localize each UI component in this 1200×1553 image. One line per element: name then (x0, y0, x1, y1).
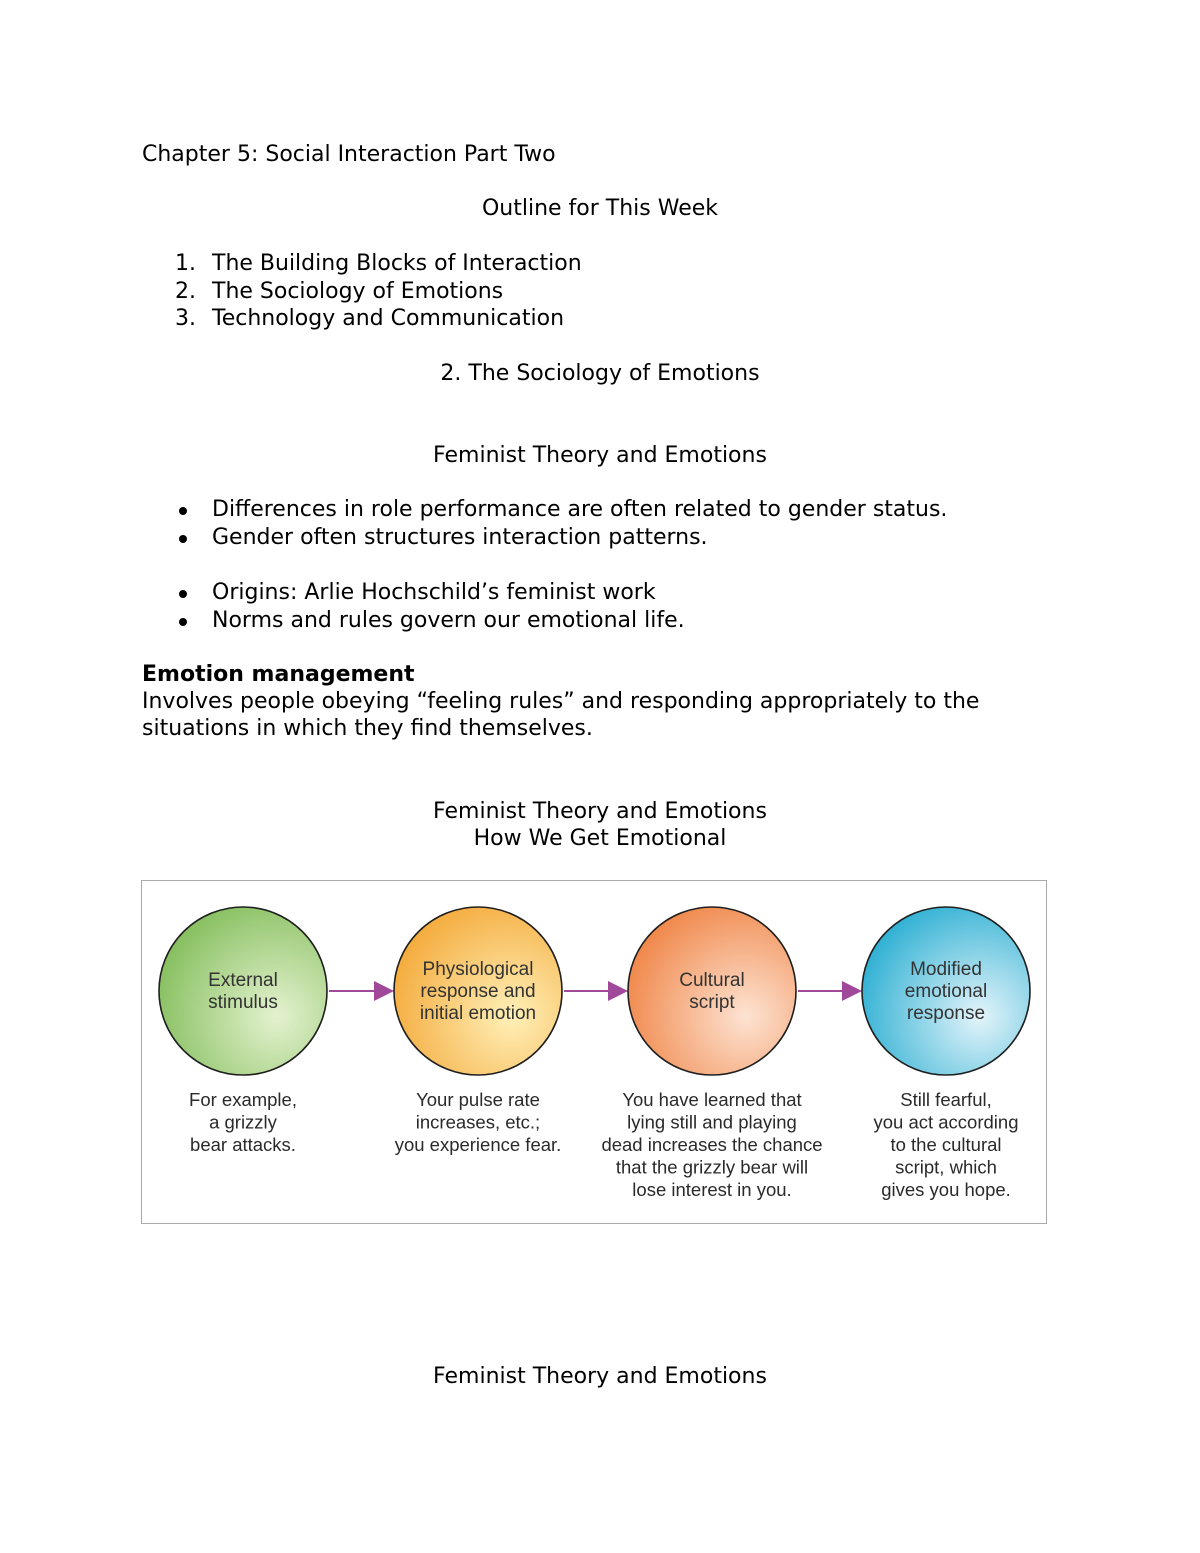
footer-heading: Feminist Theory and Emotions (433, 1364, 767, 1389)
bullet-item (175, 607, 685, 635)
figure-title: Feminist Theory and Emotions (433, 799, 767, 824)
bullet-item (175, 579, 685, 607)
step-label: emotional (904, 981, 988, 1002)
figure-subtitle: How We Get Emotional (473, 826, 727, 851)
diagram-canvas (142, 881, 1048, 1225)
step-caption: For example, (189, 1089, 297, 1110)
bullet-icon (179, 618, 187, 626)
step-caption: gives you hope. (881, 1179, 1011, 1200)
step-caption: lying still and playing (627, 1111, 797, 1133)
bullet-icon (179, 535, 187, 543)
bullet-list-origins (175, 579, 685, 634)
step-caption: increases, etc.; (415, 1111, 541, 1133)
bullet-icon (179, 507, 187, 515)
step-caption: you experience fear. (394, 1134, 562, 1155)
outline-item-number: 3. (175, 306, 196, 331)
step-caption: script, which (895, 1156, 997, 1178)
step-label: response (906, 1003, 986, 1024)
step-label: Physiological (422, 959, 534, 980)
step-caption: to the cultural (890, 1134, 1002, 1155)
bullet-text: Origins: Arlie Hochschild’s feminist work (212, 580, 656, 605)
outline-item-text: The Sociology of Emotions (212, 278, 504, 304)
term-definition: Involves people obeying “feeling rules” and responding appropriately to the situations in which they find themselves. (142, 689, 980, 741)
bullet-list-gender (175, 496, 947, 551)
outline-item (175, 305, 582, 333)
step-caption: Your pulse rate (416, 1089, 540, 1110)
step-label: response and (420, 981, 536, 1002)
subsection-heading: Feminist Theory and Emotions (433, 443, 767, 468)
step-caption: you act according (873, 1111, 1019, 1133)
step-circle (628, 907, 796, 1075)
outline-list (175, 250, 582, 333)
step-caption: lose interest in you. (632, 1179, 792, 1200)
step-caption: bear attacks. (190, 1134, 296, 1155)
chapter-title: Chapter 5: Social Interaction Part Two (142, 142, 556, 167)
bullet-item (175, 496, 947, 524)
step-label: script (689, 992, 735, 1013)
emotion-process-diagram (141, 880, 1047, 1224)
bullet-text: Gender often structures interaction patterns. (212, 524, 708, 550)
step-label: stimulus (208, 992, 278, 1013)
bullet-text: Norms and rules govern our emotional life. (212, 607, 685, 633)
outline-item (175, 250, 582, 278)
outline-item-number: 1. (175, 251, 196, 276)
step-caption: a grizzly (209, 1111, 277, 1133)
step-label: initial emotion (419, 1003, 537, 1024)
section-heading: 2. The Sociology of Emotions (440, 361, 760, 386)
step-caption: dead increases the chance (601, 1134, 823, 1155)
step-caption: You have learned that (622, 1089, 802, 1110)
step-circle (159, 907, 327, 1075)
step-caption: that the grizzly bear will (615, 1156, 809, 1178)
step-label: Modified (910, 959, 982, 980)
step-label: External (208, 970, 278, 991)
outline-heading: Outline for This Week (481, 196, 719, 221)
term-heading: Emotion management (142, 662, 415, 687)
bullet-item (175, 524, 947, 552)
step-label: Cultural (679, 970, 745, 991)
outline-item-text: Technology and Communication (212, 306, 565, 331)
outline-item-text: The Building Blocks of Interaction (212, 251, 582, 276)
bullet-text: Differences in role performance are often related to gender status. (212, 497, 948, 522)
outline-item-number: 2. (175, 278, 196, 304)
step-caption: Still fearful, (900, 1089, 992, 1110)
bullet-icon (179, 590, 187, 598)
outline-item (175, 278, 582, 306)
